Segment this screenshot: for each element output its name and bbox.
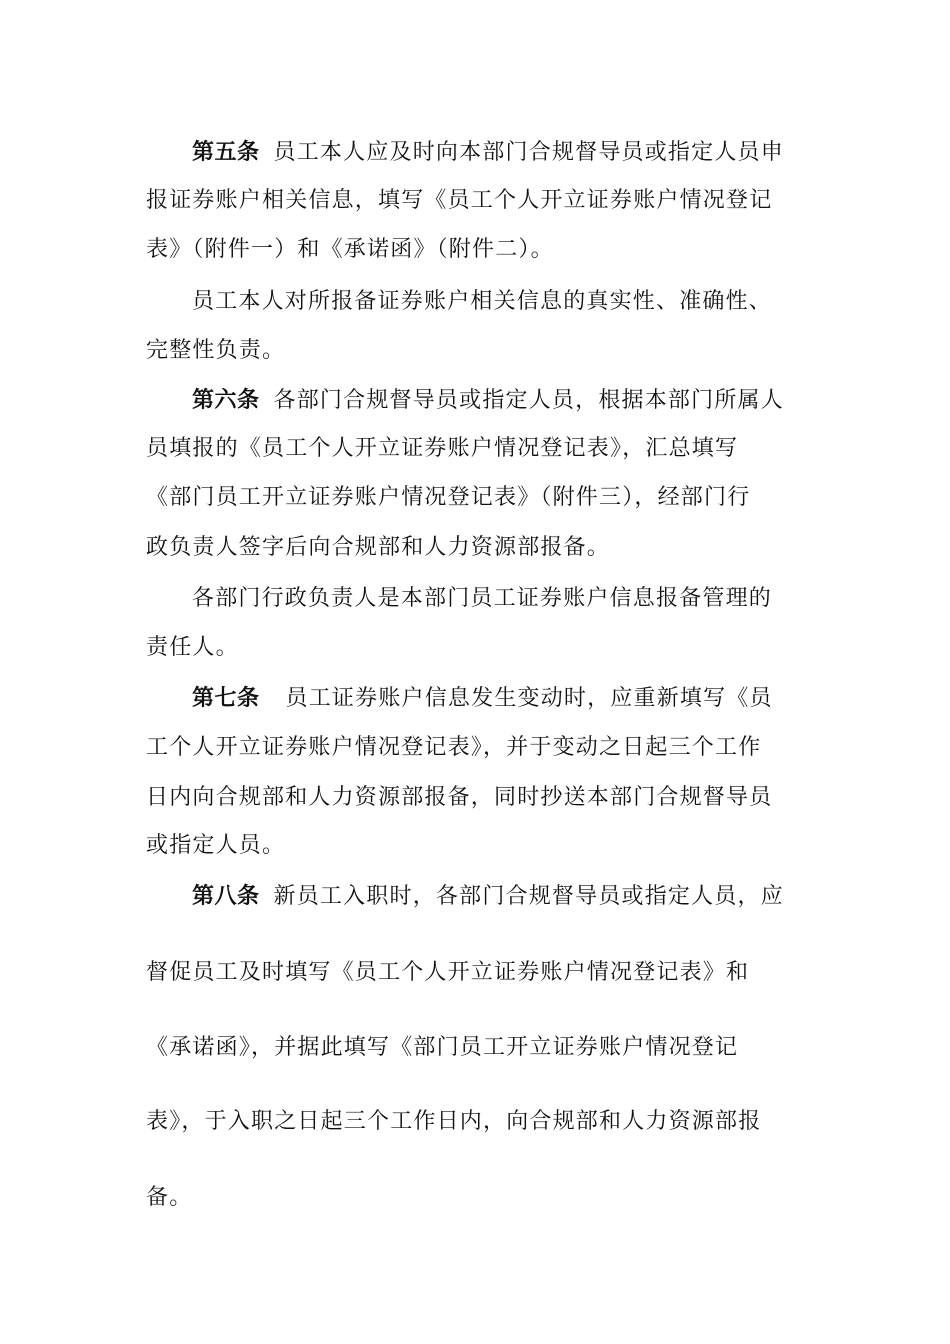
article-8-line-4: 表》，于入职之日起三个工作日内，向合规部和人力资源部报 [146,1109,762,1134]
article-8-line-5: 备。 [146,1185,193,1210]
article-8-line-1 [192,880,806,912]
article-6-line-1 [192,384,806,416]
article-7-line-2: 工个人开立证券账户情况登记表》，并于变动之日起三个工作 [146,735,762,760]
article-6-line-2: 员填报的《员工个人开立证券账户情况登记表》，汇总填写 [146,436,739,461]
article-7-line-4: 或指定人员。 [146,833,286,858]
article-8-text-1: 新员工入职时，各部门合规督导员或指定人员，应 [273,884,784,909]
article-7-label: 第七条 [192,685,260,711]
article-8-label: 第八条 [192,883,260,909]
article-6-line-3: 《部门员工开立证券账户情况登记表》（附件三），经部门行 [146,485,751,510]
article-7-line-3: 日内向合规部和人力资源部报备，同时抄送本部门合规督导员 [146,785,773,810]
article-5-text-1: 员工本人应及时向本部门合规督导员或指定人员申 [273,140,784,165]
article-5-line-2: 报证券账户相关信息，填写《员工个人开立证券账户情况登记 [146,188,773,213]
article-5-para-2-line-2: 完整性负责。 [146,338,286,363]
article-6-para-2-line-2: 责任人。 [146,635,239,660]
article-8-line-2: 督促员工及时填写《员工个人开立证券账户情况登记表》和 [146,960,750,985]
article-7-line-1 [192,682,806,714]
article-5-para-2-line-1: 员工本人对所报备证券账户相关信息的真实性、准确性、 [192,289,773,314]
article-5-line-1 [192,136,806,168]
article-8-line-3: 《承诺函》，并据此填写《部门员工开立证券账户情况登记 [146,1035,739,1060]
article-5-label: 第五条 [192,139,260,165]
article-6-label: 第六条 [192,387,260,413]
article-6-text-1: 各部门合规督导员或指定人员，根据本部门所属人 [273,388,784,413]
article-6-para-2-line-1: 各部门行政负责人是本部门员工证券账户信息报备管理的 [192,586,773,611]
article-7-text-1: 员工证券账户信息发生变动时，应重新填写《员 [285,686,773,711]
article-5-line-3: 表》（附件一）和《承诺函》（附件二）。 [146,237,554,262]
article-6-line-4: 政负责人签字后向合规部和人力资源部报备。 [146,535,611,560]
